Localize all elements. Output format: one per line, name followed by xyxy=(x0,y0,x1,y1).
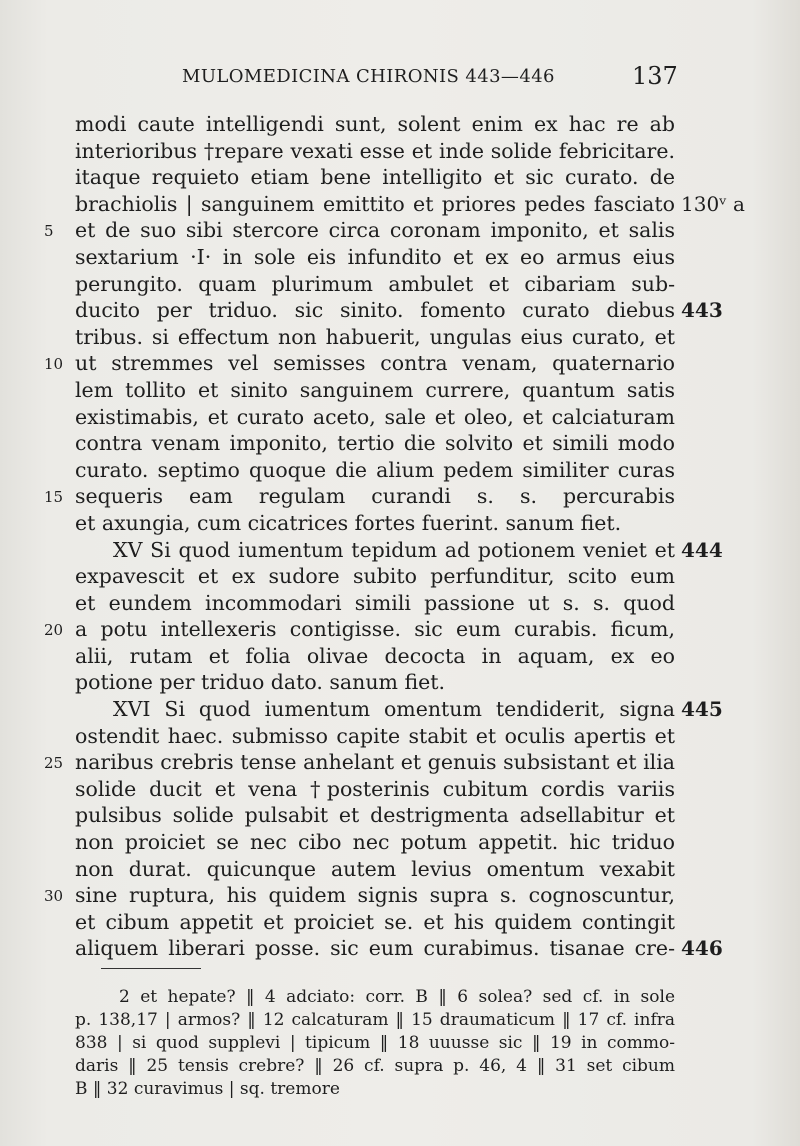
page-header xyxy=(0,62,800,96)
footnote-divider xyxy=(101,968,201,969)
margin-note: 445 xyxy=(681,697,723,722)
text-line xyxy=(0,244,800,271)
line-text: et de suo sibi stercore circa coronam imponito, et salis xyxy=(75,218,675,243)
line-text: sextarium ·I· in sole eis infundito et ex eo armus eius xyxy=(75,244,675,269)
line-text: sine ruptura, his quidem signis supra s. cognoscuntur, xyxy=(75,883,675,908)
text-line xyxy=(0,696,800,723)
line-text: XV Si quod iumentum tepidum ad potionem veniet et xyxy=(113,537,675,562)
line-text: pulsibus solide pulsabit et destrigmenta adsellabitur et xyxy=(75,803,675,828)
line-text: expavescit et ex sudore subito perfunditur, scito eum xyxy=(75,564,675,589)
line-text: tribus. si effectum non habuerit, ungulas eius curato, et xyxy=(75,324,675,349)
line-text: a potu intellexeris contigisse. sic eum curabis. ficum, xyxy=(75,617,675,642)
footnote-line: p. 138,17 | armos? ‖ 12 calcaturam ‖ 15 draumaticum ‖ 17 cf. infra xyxy=(75,1010,675,1030)
line-text: potione per triduo dato. sanum fiet. xyxy=(75,670,446,695)
text-line xyxy=(0,563,800,590)
text-line xyxy=(0,324,800,351)
text-line xyxy=(0,669,800,696)
line-text: et eundem incommodari simili passione ut s. s. quod xyxy=(75,590,675,615)
line-text: non proiciet se nec cibo nec potum appetit. hic triduo xyxy=(75,830,675,855)
main-text xyxy=(0,111,800,962)
line-text: alii, rutam et folia olivae decocta in aquam, ex eo xyxy=(75,643,675,668)
text-line xyxy=(0,723,800,750)
line-text: XVI Si quod iumentum omentum tendiderit, signa xyxy=(113,697,675,722)
line-number: 30 xyxy=(44,887,64,906)
line-text: perungito. quam plurimum ambulet et cibariam sub- xyxy=(75,271,675,296)
text-line xyxy=(0,909,800,936)
line-number: 20 xyxy=(44,621,64,640)
text-line xyxy=(0,430,800,457)
footnote-line: 2 et hepate? ‖ 4 adciato: corr. B ‖ 6 solea? sed cf. in sole xyxy=(119,987,675,1007)
line-text: curato. septimo quoque die alium pedem similiter curas xyxy=(75,457,675,482)
text-line xyxy=(0,297,800,324)
text-line xyxy=(0,457,800,484)
text-line xyxy=(0,377,800,404)
text-line xyxy=(0,164,800,191)
line-number: 25 xyxy=(44,754,64,773)
line-text: lem tollito et sinito sanguinem currere, quantum satis xyxy=(75,377,675,402)
footnote-line: daris ‖ 25 tensis crebre? ‖ 26 cf. supra p. 46, 4 ‖ 31 set cibum xyxy=(75,1056,675,1076)
line-text: interioribus †repare vexati esse et inde solide febricitare. xyxy=(75,138,675,163)
text-line xyxy=(0,138,800,165)
line-number: 5 xyxy=(44,222,54,241)
margin-note: 130ᵛ a xyxy=(681,191,745,216)
footnote-line: 838 | si quod supplevi | tipicum ‖ 18 uuusse sic ‖ 19 in commo- xyxy=(75,1033,675,1053)
line-text: et axungia, cum cicatrices fortes fuerint. sanum fiet. xyxy=(75,510,622,535)
text-line xyxy=(0,537,800,564)
line-text: non durat. quicunque autem levius omentum vexabit xyxy=(75,856,675,881)
text-line xyxy=(0,882,800,909)
margin-note: 446 xyxy=(681,936,723,961)
line-text: ut stremmes vel semisses contra venam, quaternario xyxy=(75,351,675,376)
text-line xyxy=(0,829,800,856)
text-line xyxy=(0,191,800,218)
line-text: ducito per triduo. sic sinito. fomento curato diebus xyxy=(75,298,675,323)
line-text: existimabis, et curato aceto, sale et oleo, et calciaturam xyxy=(75,404,675,429)
footnote-line: B ‖ 32 curavimus | sq. tremore xyxy=(75,1079,340,1099)
text-line xyxy=(0,616,800,643)
line-text: aliquem liberari posse. sic eum curabimus. tisanae cre- xyxy=(75,936,675,961)
text-line xyxy=(0,271,800,298)
line-text: et cibum appetit et proiciet se. et his quidem contingit xyxy=(75,909,675,934)
line-text: brachiolis | sanguinem emittito et priores pedes fasciato xyxy=(75,191,675,216)
text-line xyxy=(0,217,800,244)
text-line xyxy=(0,935,800,962)
line-text: contra venam imponito, tertio die solvito et simili modo xyxy=(75,431,675,456)
text-line xyxy=(0,856,800,883)
line-number: 10 xyxy=(44,355,64,374)
text-line xyxy=(0,776,800,803)
text-line xyxy=(0,111,800,138)
line-text: modi caute intelligendi sunt, solent enim ex hac re ab xyxy=(75,112,675,136)
text-line xyxy=(0,404,800,431)
text-line xyxy=(0,749,800,776)
text-line xyxy=(0,802,800,829)
line-text: solide ducit et vena †posterinis cubitum cordis variis xyxy=(75,776,675,801)
line-text: sequeris eam regulam curandi s. s. percurabis xyxy=(75,484,675,509)
line-text: naribus crebris tense anhelant et genuis subsistant et ilia xyxy=(75,750,675,775)
margin-note: 443 xyxy=(681,298,723,323)
text-line xyxy=(0,510,800,537)
page-number: 137 xyxy=(632,62,678,90)
line-number: 15 xyxy=(44,488,64,507)
text-line xyxy=(0,643,800,670)
text-line xyxy=(0,590,800,617)
running-head: MULOMEDICINA CHIRONIS 443—446 xyxy=(182,66,555,87)
text-line xyxy=(0,483,800,510)
margin-note: 444 xyxy=(681,537,723,562)
footnotes xyxy=(75,986,675,1101)
text-line xyxy=(0,350,800,377)
line-text: ostendit haec. submisso capite stabit et oculis apertis et xyxy=(75,723,675,748)
line-text: itaque requieto etiam bene intelligito et sic curato. de xyxy=(75,165,675,190)
